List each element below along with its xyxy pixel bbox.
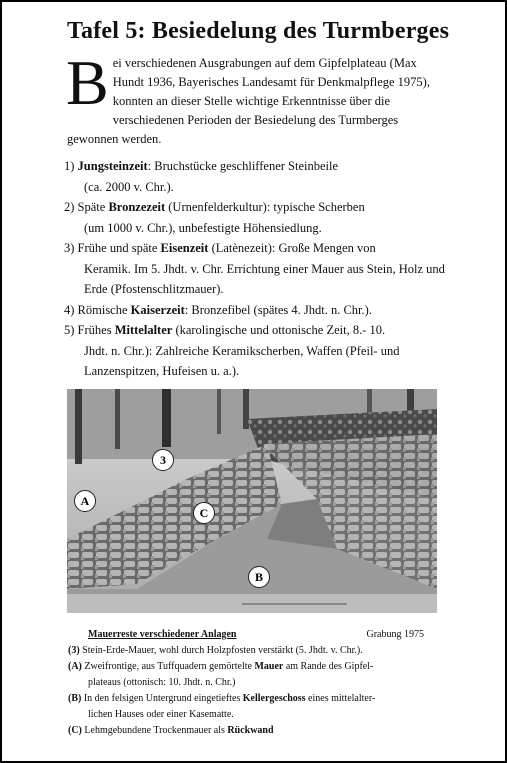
- period-item: [64, 238, 454, 300]
- period-item: [64, 197, 454, 238]
- caption-label: (3): [68, 645, 80, 656]
- period-continuation: (ca. 2000 v. Chr.).: [84, 179, 174, 194]
- marker-3: 3: [152, 449, 174, 471]
- caption-label: (A): [68, 661, 82, 672]
- period-name: Jungsteinzeit: [77, 159, 148, 173]
- period-text: : Bruchstücke geschliffener Steinbeile: [147, 159, 339, 173]
- period-text: (Latènezeit): Große Mengen von: [208, 241, 376, 255]
- period-item: [64, 320, 454, 382]
- caption-header: [88, 627, 424, 643]
- period-text: : Bronzefibel (spätes 4. Jhdt. n. Chr.).: [184, 302, 372, 317]
- period-item: [64, 300, 454, 321]
- period-number: 4) Römische: [64, 302, 128, 317]
- drop-cap: B: [66, 47, 109, 118]
- marker-b: B: [248, 566, 270, 588]
- caption-text: Lehmgebundene Trockenmauer als: [81, 725, 228, 736]
- caption-text: am Rande des Gipfel-: [283, 661, 374, 672]
- period-name: Mittelalter: [114, 323, 173, 337]
- page-title: Tafel 5: Besiedelung des Turmberges: [67, 18, 450, 44]
- period-name: Bronzezeit: [108, 200, 166, 214]
- caption-text: In den felsigen Untergrund eingetieftes: [81, 693, 243, 704]
- intro-text: ei verschiedenen Ausgrabungen auf dem Gipfelplateau (Max Hundt 1936, Bayerisches Landesamt für Denkmalpflege 1975), konnten an dieser Stelle wichtige Erkenntnisse über die verschiedenen Perioden der Besiedelung des Turmberges gewonnen werden.: [67, 56, 430, 146]
- caption-text: Stein-Erde-Mauer, wohl durch Holzpfosten verstärkt (5. Jhdt. v. Chr.).: [79, 645, 363, 656]
- period-continuation: Jhdt. n. Chr.): Zahlreiche Keramikscherben, Waffen (Pfeil- und Lanzenspitzen, Hufeisen u. a.).: [84, 343, 400, 378]
- period-number: 2) Späte: [64, 200, 106, 214]
- caption-title: Mauerreste verschiedener Anlagen: [88, 629, 237, 640]
- marker-a: A: [74, 490, 96, 512]
- period-continuation: Keramik. Im 5. Jhdt. v. Chr. Errichtung einer Mauer aus Stein, Holz und Erde (Pfostenschlitzmauer).: [84, 261, 445, 296]
- caption-continuation: plateaus (ottonisch: 10. Jhdt. n. Chr.): [88, 677, 236, 688]
- caption-item: [68, 659, 448, 691]
- period-number: 3) Frühe und späte: [64, 241, 158, 255]
- period-text: (karolingische und ottonische Zeit, 8.- 10.: [172, 323, 386, 337]
- period-text: (Urnenfelderkultur): typische Scherben: [165, 200, 365, 214]
- caption-text: eines mittelalter-: [305, 693, 376, 704]
- caption-item: [68, 691, 448, 723]
- caption-bold: Kellergeschoss: [242, 693, 306, 704]
- caption-label: (B): [68, 693, 82, 704]
- period-name: Kaiserzeit: [130, 302, 185, 317]
- period-number: 1): [64, 159, 75, 173]
- marker-c: C: [193, 502, 215, 524]
- caption-text: Zweifrontige, aus Tuffquadern gemörtelte: [81, 661, 255, 672]
- period-item: [64, 156, 454, 197]
- caption-continuation: lichen Hauses oder einer Kasematte.: [88, 709, 234, 720]
- caption-bold: Mauer: [254, 661, 284, 672]
- period-list: [64, 156, 454, 382]
- period-name: Eisenzeit: [160, 241, 209, 255]
- photo-caption: [68, 627, 448, 739]
- period-continuation: (um 1000 v. Chr.), unbefestigte Höhensiedlung.: [84, 220, 322, 235]
- caption-item: [68, 643, 448, 659]
- intro-paragraph: [66, 47, 447, 149]
- caption-item: [68, 723, 448, 739]
- excavation-photo: [67, 389, 437, 613]
- caption-bold: Rückwand: [227, 725, 274, 736]
- caption-date: Grabung 1975: [366, 629, 424, 640]
- period-number: 5) Frühes: [64, 323, 112, 337]
- caption-label: (C): [68, 725, 82, 736]
